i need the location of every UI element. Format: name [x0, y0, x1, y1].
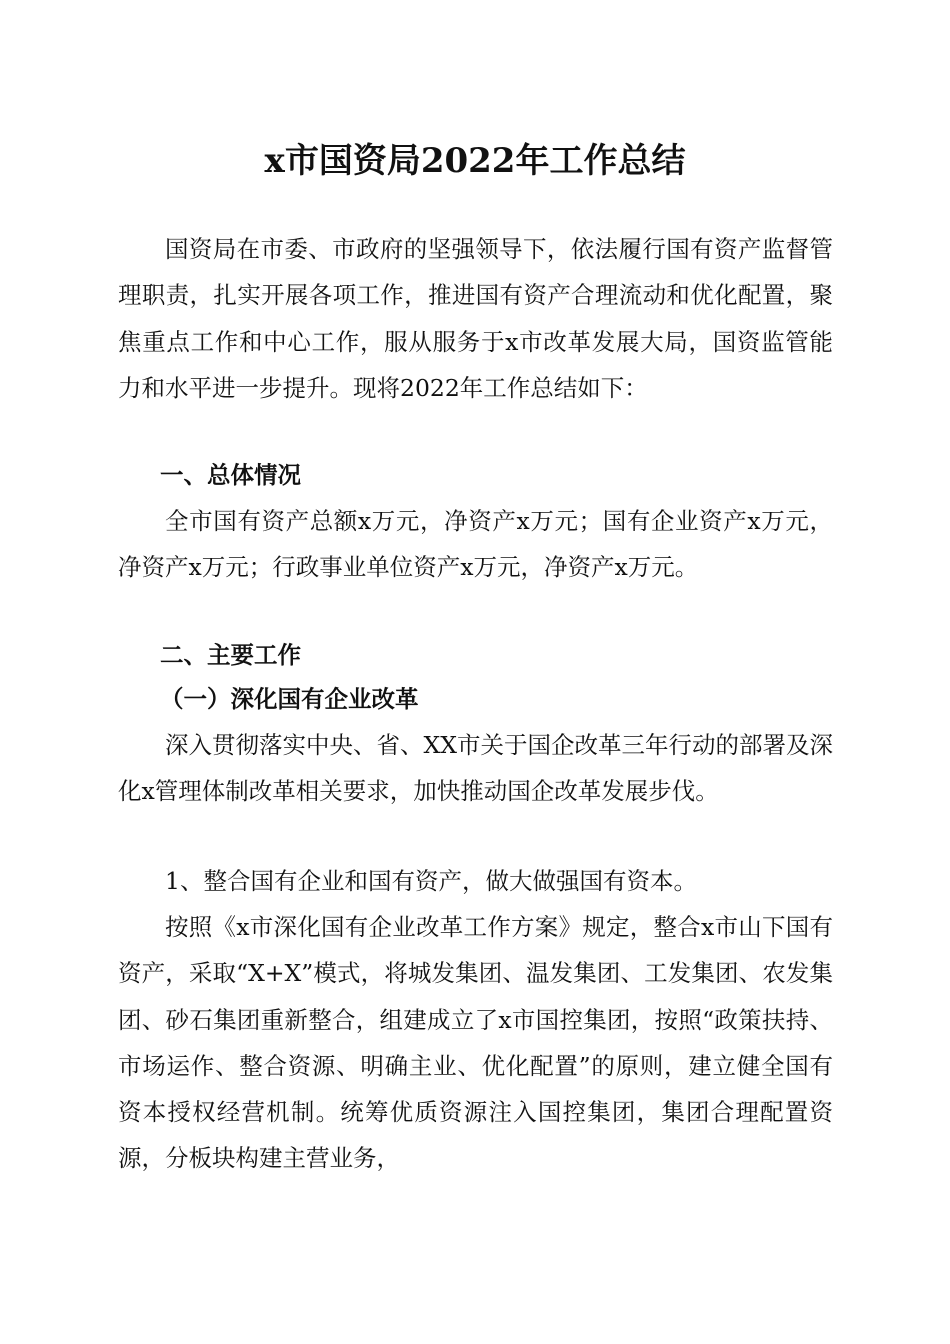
reform-paragraph: 深入贯彻落实中央、省、XX市关于国企改革三年行动的部署及深化x管理体制改革相关要求，加快推动国企改革发展步伐。 [118, 731, 833, 806]
subsection-heading-reform: （一）深化国有企业改革 [160, 685, 419, 713]
section-heading-main-work: 二、主要工作 [160, 641, 301, 669]
integration-paragraph: 按照《x市深化国有企业改革工作方案》规定，整合x市山下国有资产，采取“X+X”模式，将城发集团、温发集团、工发集团、农发集团、砂石集团重新整合，组建成立了x市国控集团，按照“政策扶持、市场运作、整合资源、明确主业、优化配置”的原则，建立健全国有资本授权经营机制。统筹优质资源注入国控集团，集团合理配置资源，分板块构建主营业务， [118, 913, 833, 1173]
overview-paragraph: 全市国有资产总额x万元，净资产x万元；国有企业资产x万元，净资产x万元；行政事业单位资产x万元，净资产x万元。 [118, 507, 833, 582]
section-heading-overview: 一、总体情况 [160, 461, 301, 489]
intro-paragraph: 国资局在市委、市政府的坚强领导下，依法履行国有资产监督管理职责，扎实开展各项工作，推进国有资产合理流动和优化配置，聚焦重点工作和中心工作，服从服务于x市改革发展大局，国资监管能力和水平进一步提升。现将2022年工作总结如下： [118, 235, 833, 402]
item-heading-integration: 1、整合国有企业和国有资产，做大做强国有资本。 [165, 867, 697, 895]
page-title: x市国资局2022年工作总结 [264, 141, 686, 181]
